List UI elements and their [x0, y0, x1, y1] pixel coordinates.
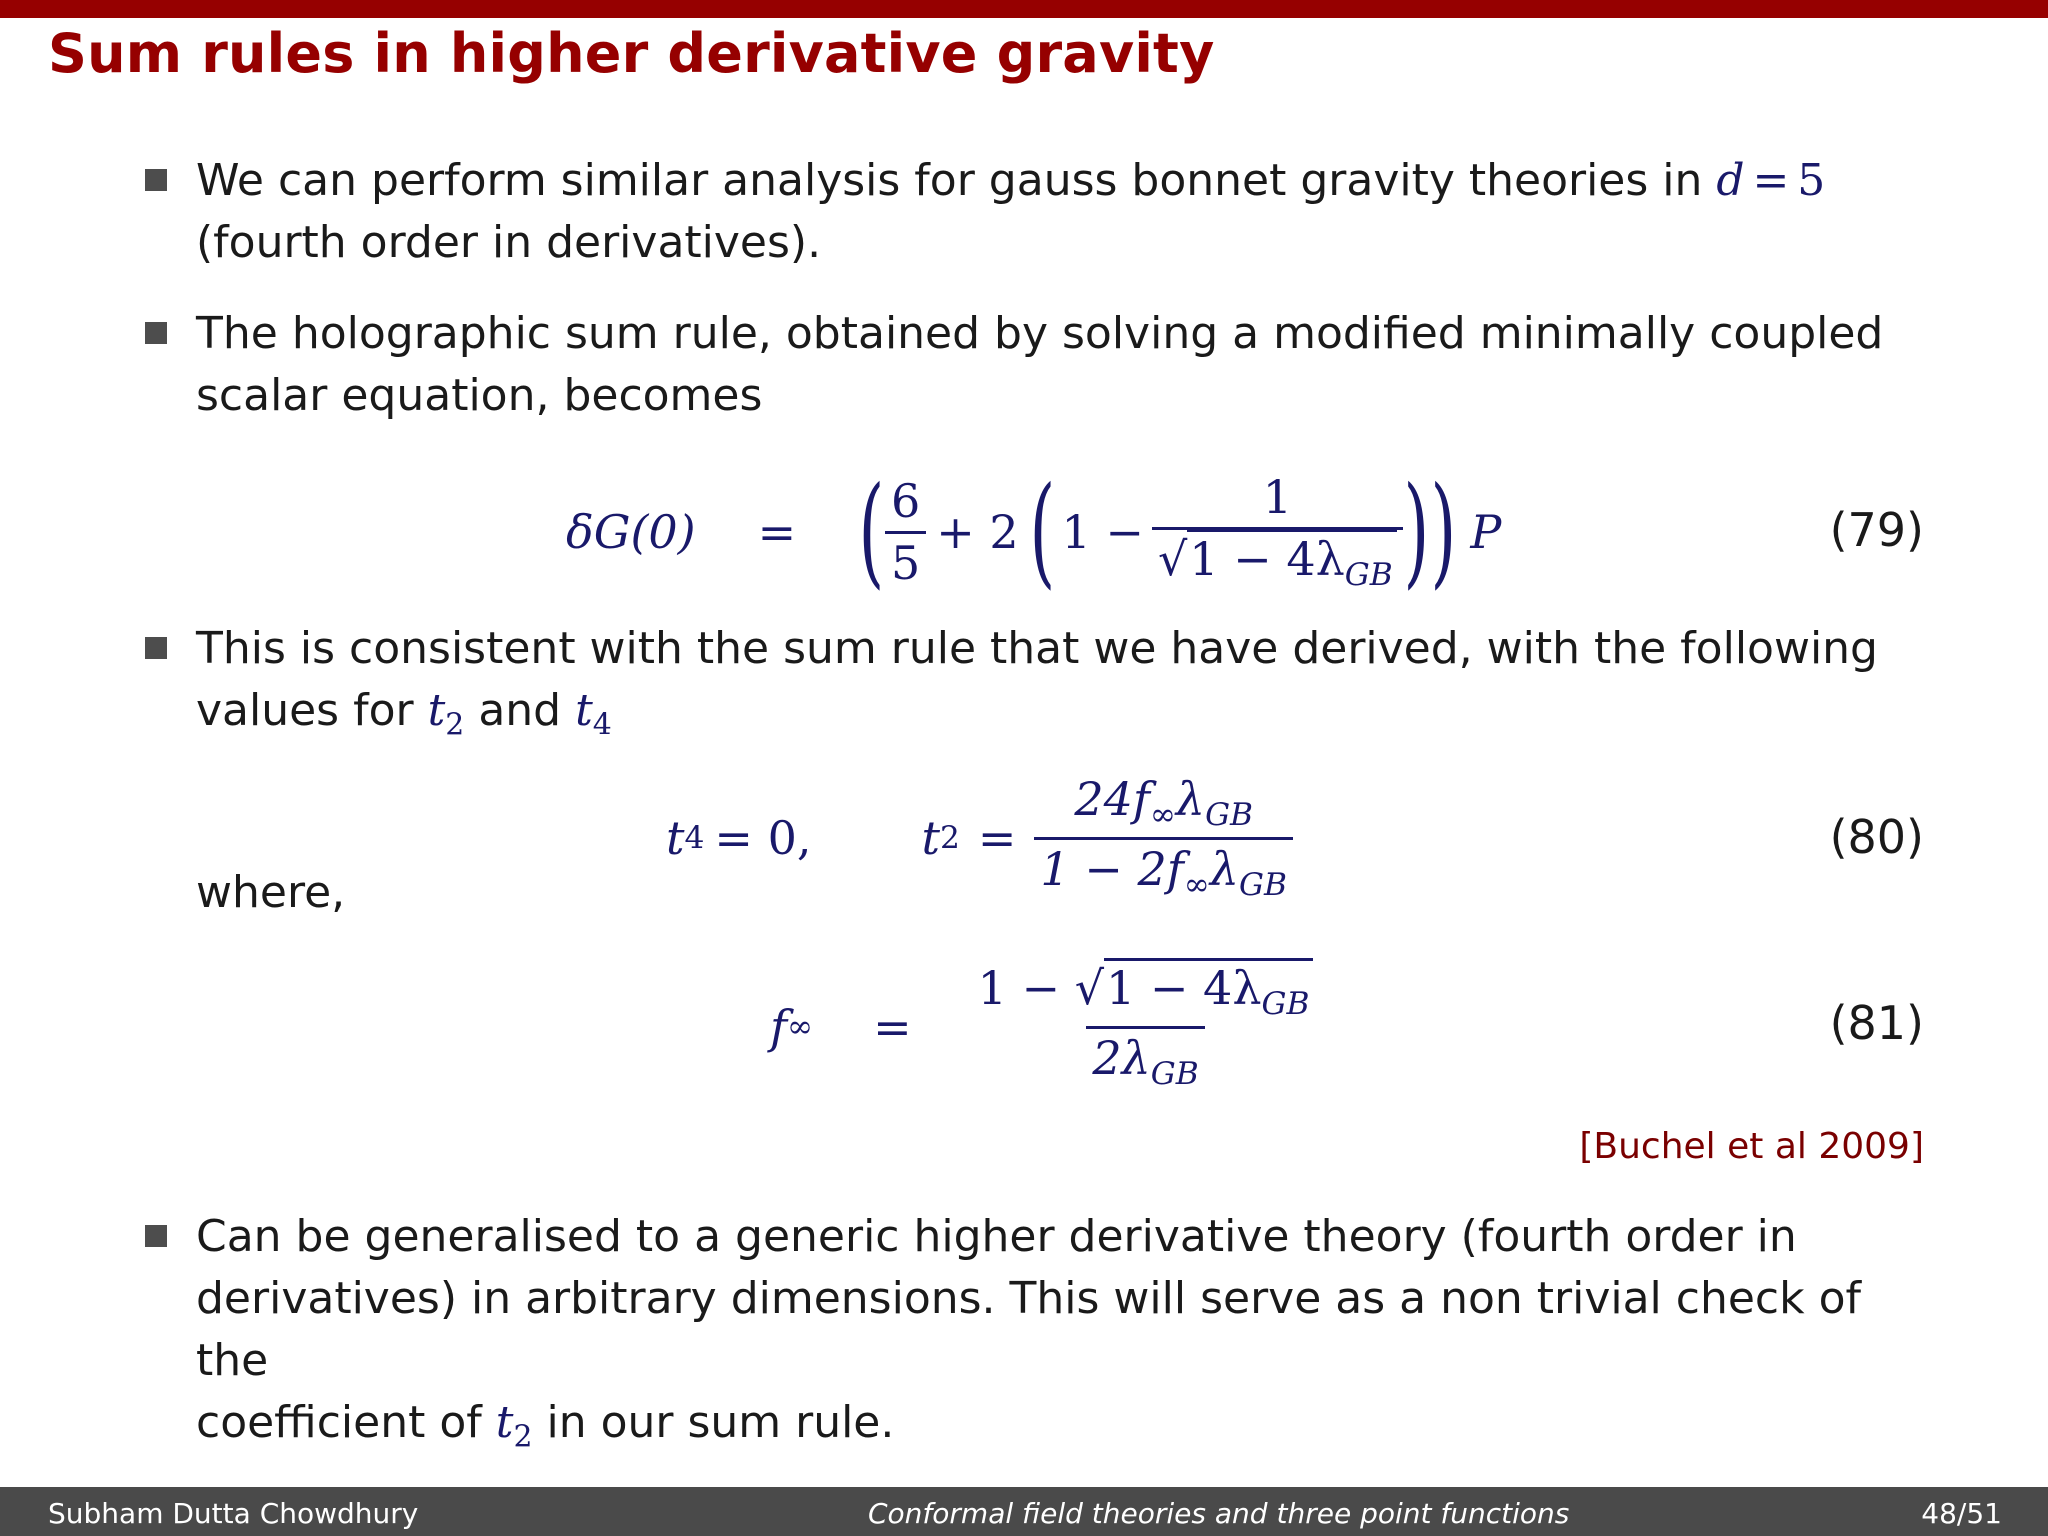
equation-number-79: (79): [1829, 503, 1924, 557]
bullet-2-text: [196, 303, 1936, 427]
footer-author: Subham Dutta Chowdhury: [48, 1497, 419, 1530]
bullet-2-line-2: scalar equation, becomes: [196, 370, 763, 421]
top-accent-bar: [0, 0, 2048, 18]
where-label: where,: [196, 867, 346, 918]
eq79-p: P: [1470, 505, 1502, 559]
fraction-f-infinity: $\frac{1 - √1 - 4\lambda_{GB}}{2\lambda_{GB}}$: [972, 963, 1320, 1091]
bullet-4-line-3a: coefficient of: [196, 1397, 482, 1448]
citation: [Buchel et al 2009]: [1579, 1126, 1924, 1167]
math-d-equals-5: d = 5: [1716, 155, 1826, 206]
eq79-one-minus: 1 −: [1061, 505, 1144, 559]
equation-number-81: (81): [1829, 996, 1924, 1050]
bullet-1-line-2: (fourth order in derivatives).: [196, 217, 822, 268]
bullet-1-text: [196, 150, 1936, 274]
eq79-lhs: δG(0): [566, 505, 696, 559]
math-t4: $t_4$: [575, 685, 612, 743]
eq79-equals: =: [757, 505, 797, 559]
bullet-4-line-3b: in our sum rule.: [546, 1397, 895, 1448]
bullet-marker: [145, 1225, 167, 1247]
fraction-six-fifths: $\frac{6}{5}$: [885, 476, 926, 588]
fraction-t2: $\frac{24f_\infty\lambda_{GB}}{1 - 2f_\infty\lambda_{GB}}$: [1034, 774, 1293, 902]
footer-talk-title: Conformal field theories and three point functions: [868, 1497, 1570, 1530]
bullet-2-line-1: The holographic sum rule, obtained by solving a modified minimally coupled: [196, 308, 1884, 359]
slide-title: Sum rules in higher derivative gravity: [48, 22, 1215, 85]
bullet-marker: [145, 322, 167, 344]
equation-79: δG(0) = ( $\frac{6}{5}$ + 2 ( 1 − $\frac{1}{√1 - 4\lambda_{GB}}$ ) ) P: [566, 462, 1502, 601]
math-t2: $t_2$: [495, 1397, 533, 1455]
bullet-4-text: [196, 1206, 1936, 1469]
footer-page-number: 48/51: [1921, 1497, 2002, 1530]
bullet-4-line-2: derivatives) in arbitrary dimensions. This will serve as a non trivial check of the: [196, 1273, 1861, 1386]
equation-number-80: (80): [1829, 810, 1924, 864]
bullet-4-line-1: Can be generalised to a generic higher derivative theory (fourth order in: [196, 1211, 1797, 1262]
equation-80: t 4 = 0, t 2 = $\frac{24f_\infty\lambda_{GB}}{1 - 2f_\infty\lambda_{GB}}$: [666, 778, 1293, 898]
fraction-inverse-sqrt: $\frac{1}{√1 - 4\lambda_{GB}}$: [1152, 472, 1403, 592]
math-t2: $t_2$: [427, 685, 465, 743]
bullet-3-line-2a: values for: [196, 685, 414, 736]
footer-bar: [0, 1487, 2048, 1536]
bullet-marker: [145, 169, 167, 191]
bullet-3-line-1: This is consistent with the sum rule that we have derived, with the following: [196, 623, 1878, 674]
equation-81: f ∞ = $\frac{1 - √1 - 4\lambda_{GB}}{2\lambda_{GB}}$: [770, 962, 1319, 1092]
bullet-3-text: This is consistent with the sum rule that we have derived, with the following values for $t_2$ and $t_4$: [196, 623, 1878, 743]
bullet-1-line-1: We can perform similar analysis for gauss bonnet gravity theories in: [196, 155, 1703, 206]
eq80-t4-value: = 0,: [714, 811, 812, 865]
bullet-marker: [145, 637, 167, 659]
eq79-plus-two: + 2: [936, 505, 1019, 559]
